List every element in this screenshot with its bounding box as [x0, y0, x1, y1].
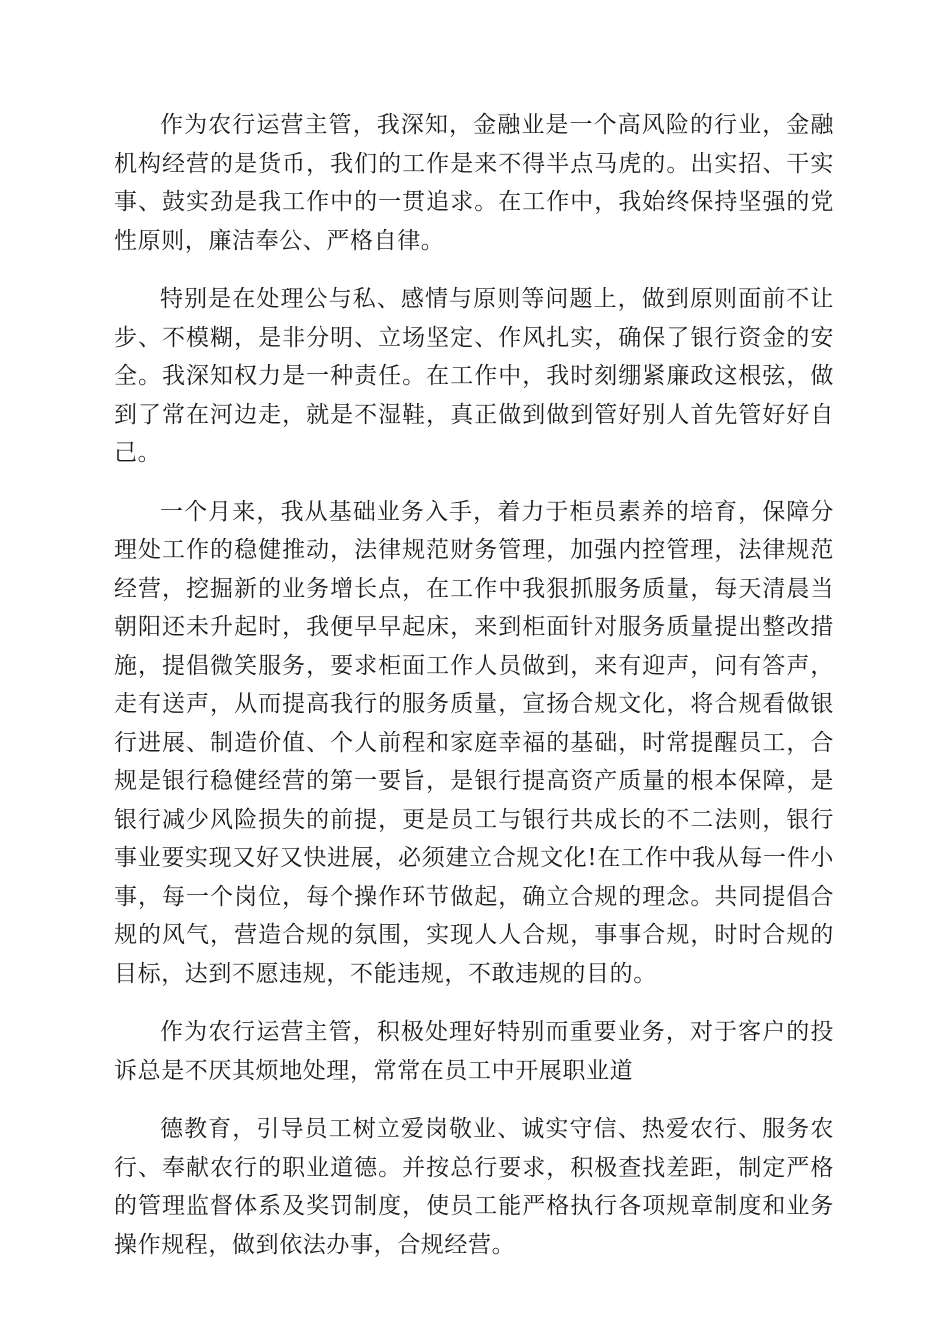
paragraph-2: 特别是在处理公与私、感情与原则等问题上，做到原则面前不让步、不模糊，是非分明、立场坚定、作风扎实，确保了银行资金的安全。我深知权力是一种责任。在工作中，我时刻绷紧廉政这根弦，做到了常在河边走，就是不湿鞋，真正做到做到管好别人首先管好好自己。 [114, 286, 834, 466]
paragraph-1: 作为农行运营主管，我深知，金融业是一个高风险的行业，金融机构经营的是货币，我们的工作是来不得半点马虎的。出实招、干实事、鼓实劲是我工作中的一贯追求。在工作中，我始终保持坚强的党性原则，廉洁奉公、严格自律。 [114, 112, 834, 254]
paragraph-3: 一个月来，我从基础业务入手，着力于柜员素养的培育，保障分理处工作的稳健推动，法律规范财务管理，加强内控管理，法律规范经营，挖掘新的业务增长点，在工作中我狠抓服务质量，每天清晨当朝阳还未升起时，我便早早起床，来到柜面针对服务质量提出整改措施，提倡微笑服务，要求柜面工作人员做到，来有迎声，问有答声，走有送声，从而提高我行的服务质量，宣扬合规文化，将合规看做银行进展、制造价值、个人前程和家庭幸福的基础，时常提醒员工，合规是银行稳健经营的第一要旨，是银行提高资产质量的根本保障，是银行减少风险损失的前提，更是员工与银行共成长的不二法则，银行事业要实现又好又快进展，必须建立合规文化!在工作中我从每一件小事，每一个岗位，每个操作环节做起，确立合规的理念。共同提倡合规的风气，营造合规的氛围，实现人人合规，事事合规，时时合规的目标，达到不愿违规，不能违规，不敢违规的目的。 [114, 498, 834, 987]
paragraph-5: 德教育，引导员工树立爱岗敬业、诚实守信、热爱农行、服务农行、奉献农行的职业道德。并按总行要求，积极查找差距，制定严格的管理监督体系及奖罚制度，使员工能严格执行各项规章制度和业务操作规程，做到依法办事，合规经营。 [114, 1116, 834, 1258]
paragraph-4: 作为农行运营主管，积极处理好特别而重要业务，对于客户的投诉总是不厌其烦地处理，常常在员工中开展职业道 [114, 1019, 834, 1084]
document-body [114, 106, 834, 1284]
